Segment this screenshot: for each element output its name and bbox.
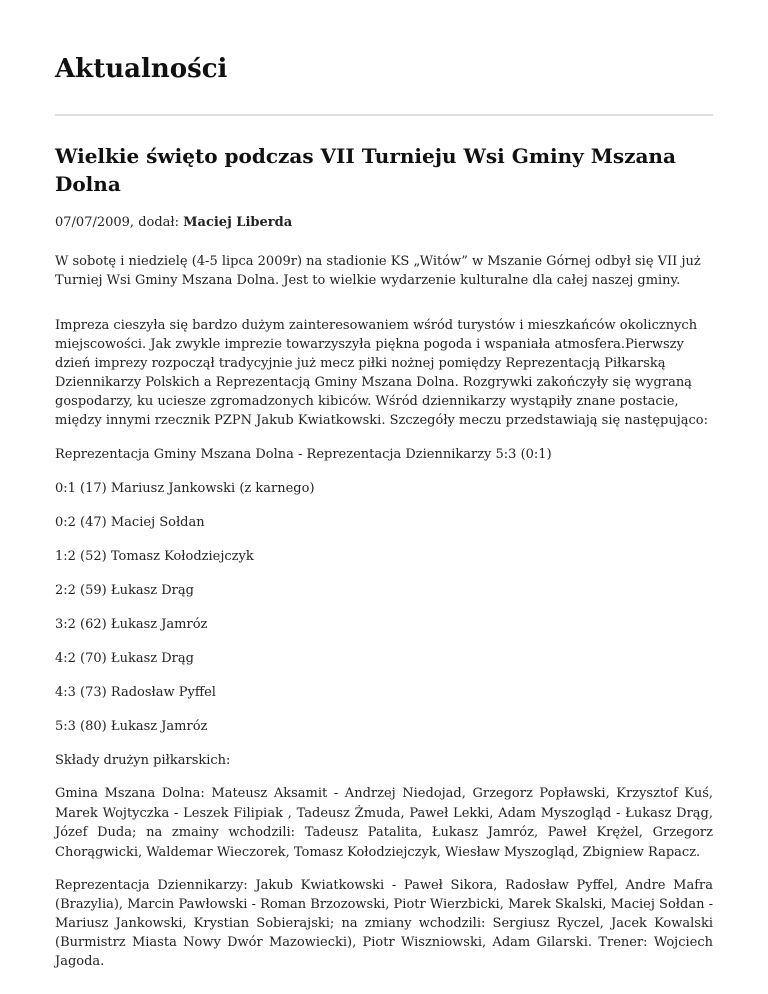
goal-line: 4:3 (73) Radosław Pyffel: [55, 685, 216, 700]
goal-line: 0:2 (47) Maciej Sołdan: [55, 515, 205, 530]
article-intro: W sobotę i niedzielę (4-5 lipca 2009r) na stadionie KS „Witów” w Mszanie Górnej odbył się VII już Turniej Wsi Gminy Mszana Dolna. Jest to wielkie wydarzenie kulturalne dla całej naszej gminy.: [55, 254, 701, 288]
match-result: Reprezentacja Gminy Mszana Dolna - Reprezentacja Dziennikarzy 5:3 (0:1): [55, 447, 552, 462]
article-author: Maciej Liberda: [183, 215, 293, 230]
article-title: Wielkie święto podczas VII Turnieju Wsi Gminy Mszana Dolna: [55, 144, 676, 196]
article-date: 07/07/2009, dodał:: [55, 215, 184, 230]
goal-line: 2:2 (59) Łukasz Drąg: [55, 583, 194, 598]
article-meta: [55, 214, 713, 232]
lineups-heading: Składy drużyn piłkarskich:: [55, 753, 231, 768]
divider: [55, 114, 713, 116]
goal-line: 1:2 (52) Tomasz Kołodziejczyk: [55, 549, 254, 564]
article-body: Impreza cieszyła się bardzo dużym zainteresowaniem wśród turystów i mieszkańców okolicznych miejscowości. Jak zwykle imprezie towarzyszyła piękna pogoda i wspaniała atmosfera.Pierwszy dzień imprezy rozpoczął tradycyjnie już mecz piłki nożnej pomiędzy Reprezentacją Piłkarską Dziennikarzy Polskich a Reprezentacją Gminy Mszana Dolna. Rozgrywki zakończyły się wygraną gospodarzy, ku uciesze zgromadzonych kibiców. Wśród dziennikarzy wystąpiły znane postacie, między innymi rzecznik PZPN Jakub Kwiatkowski. Szczegóły meczu przedstawiają się następująco:: [55, 318, 708, 428]
lineup-away: Reprezentacja Dziennikarzy: Jakub Kwiatkowski - Paweł Sikora, Radosław Pyffel, Andre Mafra (Brazylia), Marcin Pawłowski - Roman Brzozowski, Piotr Wierzbicki, Marek Skalski, Maciej Sołdan - Mariusz Jankowski, Krystian Sobierajski; na zmiany wchodzili: Sergiusz Ryczel, Jacek Kowalski (Burmistrz Miasta Nowy Dwór Mazowiecki), Piotr Wiszniowski, Adam Gilarski. Trener: Wojciech Jagoda.: [55, 878, 713, 969]
goal-line: 0:1 (17) Mariusz Jankowski (z karnego): [55, 481, 315, 496]
goal-line: 3:2 (62) Łukasz Jamróz: [55, 617, 208, 632]
goal-line: 5:3 (80) Łukasz Jamróz: [55, 719, 208, 734]
lineup-home: Gmina Mszana Dolna: Mateusz Aksamit - Andrzej Niedojad, Grzegorz Popławski, Krzysztof Kuś, Marek Wojtyczka - Leszek Filipiak , Tadeusz Żmuda, Paweł Lekki, Adam Myszogląd - Łukasz Drąg, Józef Duda; na zmainy wchodzili: Tadeusz Patalita, Łukasz Jamróz, Paweł Krężel, Grzegorz Chorągwicki, Waldemar Wieczorek, Tomasz Kołodziejczyk, Wiesław Myszogląd, Zbigniew Rapacz.: [55, 786, 713, 860]
section-title: Aktualności: [55, 54, 228, 84]
goal-line: 4:2 (70) Łukasz Drąg: [55, 651, 194, 666]
